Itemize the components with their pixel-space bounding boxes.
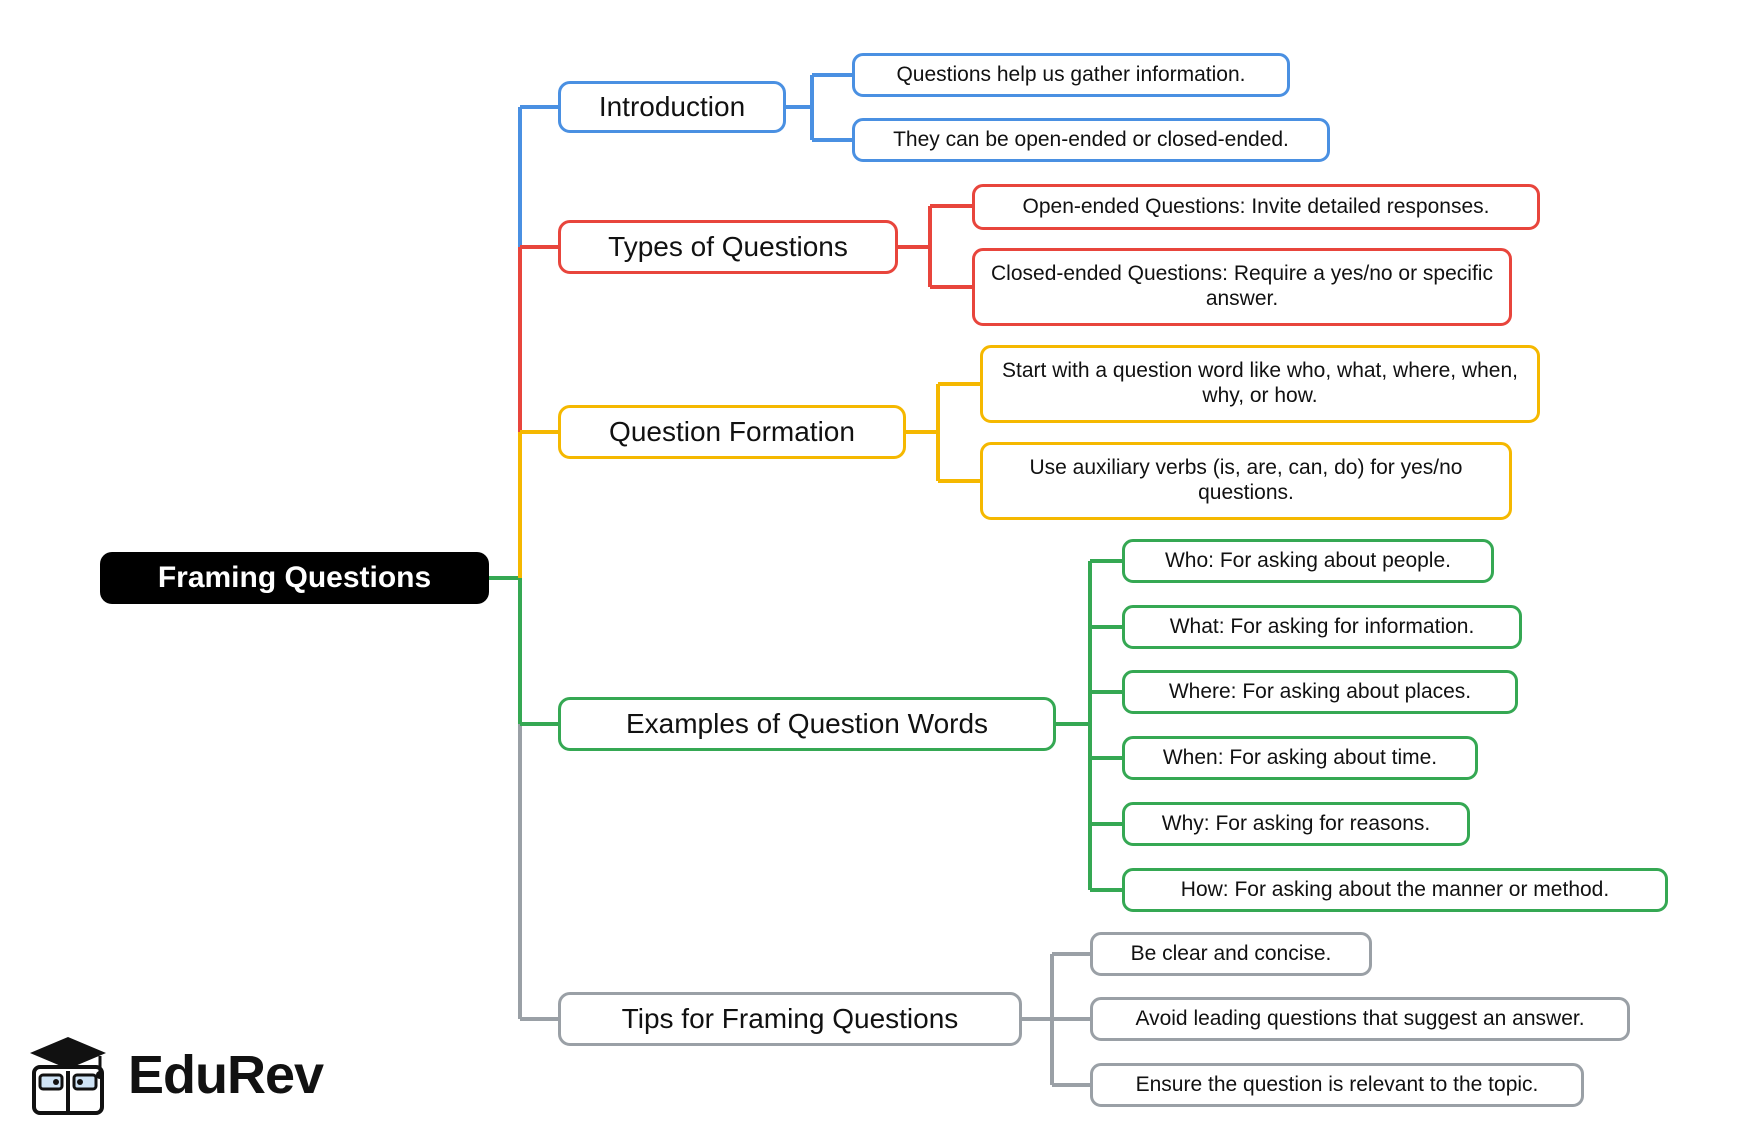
leaf-label: Avoid leading questions that suggest an answer. <box>1135 1006 1585 1030</box>
root-label: Framing Questions <box>157 561 432 595</box>
logo-wordmark: EduRev <box>128 1045 324 1105</box>
leaf-label: Use auxiliary verbs (is, are, can, do) for yes/no questions. <box>1029 456 1463 504</box>
leaf-label: Questions help us gather information. <box>896 62 1246 86</box>
leaf-label: Ensure the question is relevant to the topic. <box>1135 1072 1539 1096</box>
leaf-node[interactable] <box>1122 670 1518 714</box>
branch-label: Types of Questions <box>608 231 848 263</box>
leaf-label: Closed-ended Questions: Require a yes/no or specific answer. <box>991 262 1493 310</box>
leaf-node[interactable] <box>1122 802 1470 846</box>
leaf-node[interactable] <box>972 248 1512 326</box>
branch-node-question-formation[interactable] <box>558 405 906 459</box>
leaf-label: They can be open-ended or closed-ended. <box>893 127 1289 151</box>
leaf-node[interactable] <box>1090 932 1372 976</box>
branch-node-examples-of-question-words[interactable] <box>558 697 1056 751</box>
branch-node-types-of-questions[interactable] <box>558 220 898 274</box>
graduation-cap-book-icon <box>22 1029 114 1121</box>
branch-label: Examples of Question Words <box>625 708 989 740</box>
leaf-label: Why: For asking for reasons. <box>1161 811 1431 835</box>
leaf-node[interactable] <box>1090 997 1630 1041</box>
leaf-label: What: For asking for information. <box>1169 614 1475 638</box>
leaf-node[interactable] <box>1122 539 1494 583</box>
leaf-node[interactable] <box>852 53 1290 97</box>
leaf-label: Be clear and concise. <box>1130 941 1332 965</box>
leaf-node[interactable] <box>972 184 1540 230</box>
branch-node-introduction[interactable] <box>558 81 786 133</box>
leaf-node[interactable] <box>852 118 1330 162</box>
leaf-label: Open-ended Questions: Invite detailed responses. <box>1022 194 1490 218</box>
edurev-logo <box>22 1020 362 1130</box>
leaf-node[interactable] <box>1122 736 1478 780</box>
leaf-node[interactable] <box>980 345 1540 423</box>
branch-label: Introduction <box>598 91 746 123</box>
leaf-node[interactable] <box>1122 605 1522 649</box>
root-node[interactable] <box>100 552 489 604</box>
leaf-label: When: For asking about time. <box>1162 745 1438 769</box>
leaf-node[interactable] <box>1090 1063 1584 1107</box>
leaf-label: How: For asking about the manner or method. <box>1180 877 1610 901</box>
leaf-label: Where: For asking about places. <box>1168 679 1472 703</box>
leaf-label: Start with a question word like who, what, where, when, why, or how. <box>1002 359 1518 407</box>
branch-label: Tips for Framing Questions <box>621 1003 959 1035</box>
leaf-label: Who: For asking about people. <box>1164 548 1451 572</box>
branch-label: Question Formation <box>609 416 855 448</box>
leaf-node[interactable] <box>980 442 1512 520</box>
leaf-node[interactable] <box>1122 868 1668 912</box>
branch-node-tips-for-framing-questions[interactable] <box>558 992 1022 1046</box>
